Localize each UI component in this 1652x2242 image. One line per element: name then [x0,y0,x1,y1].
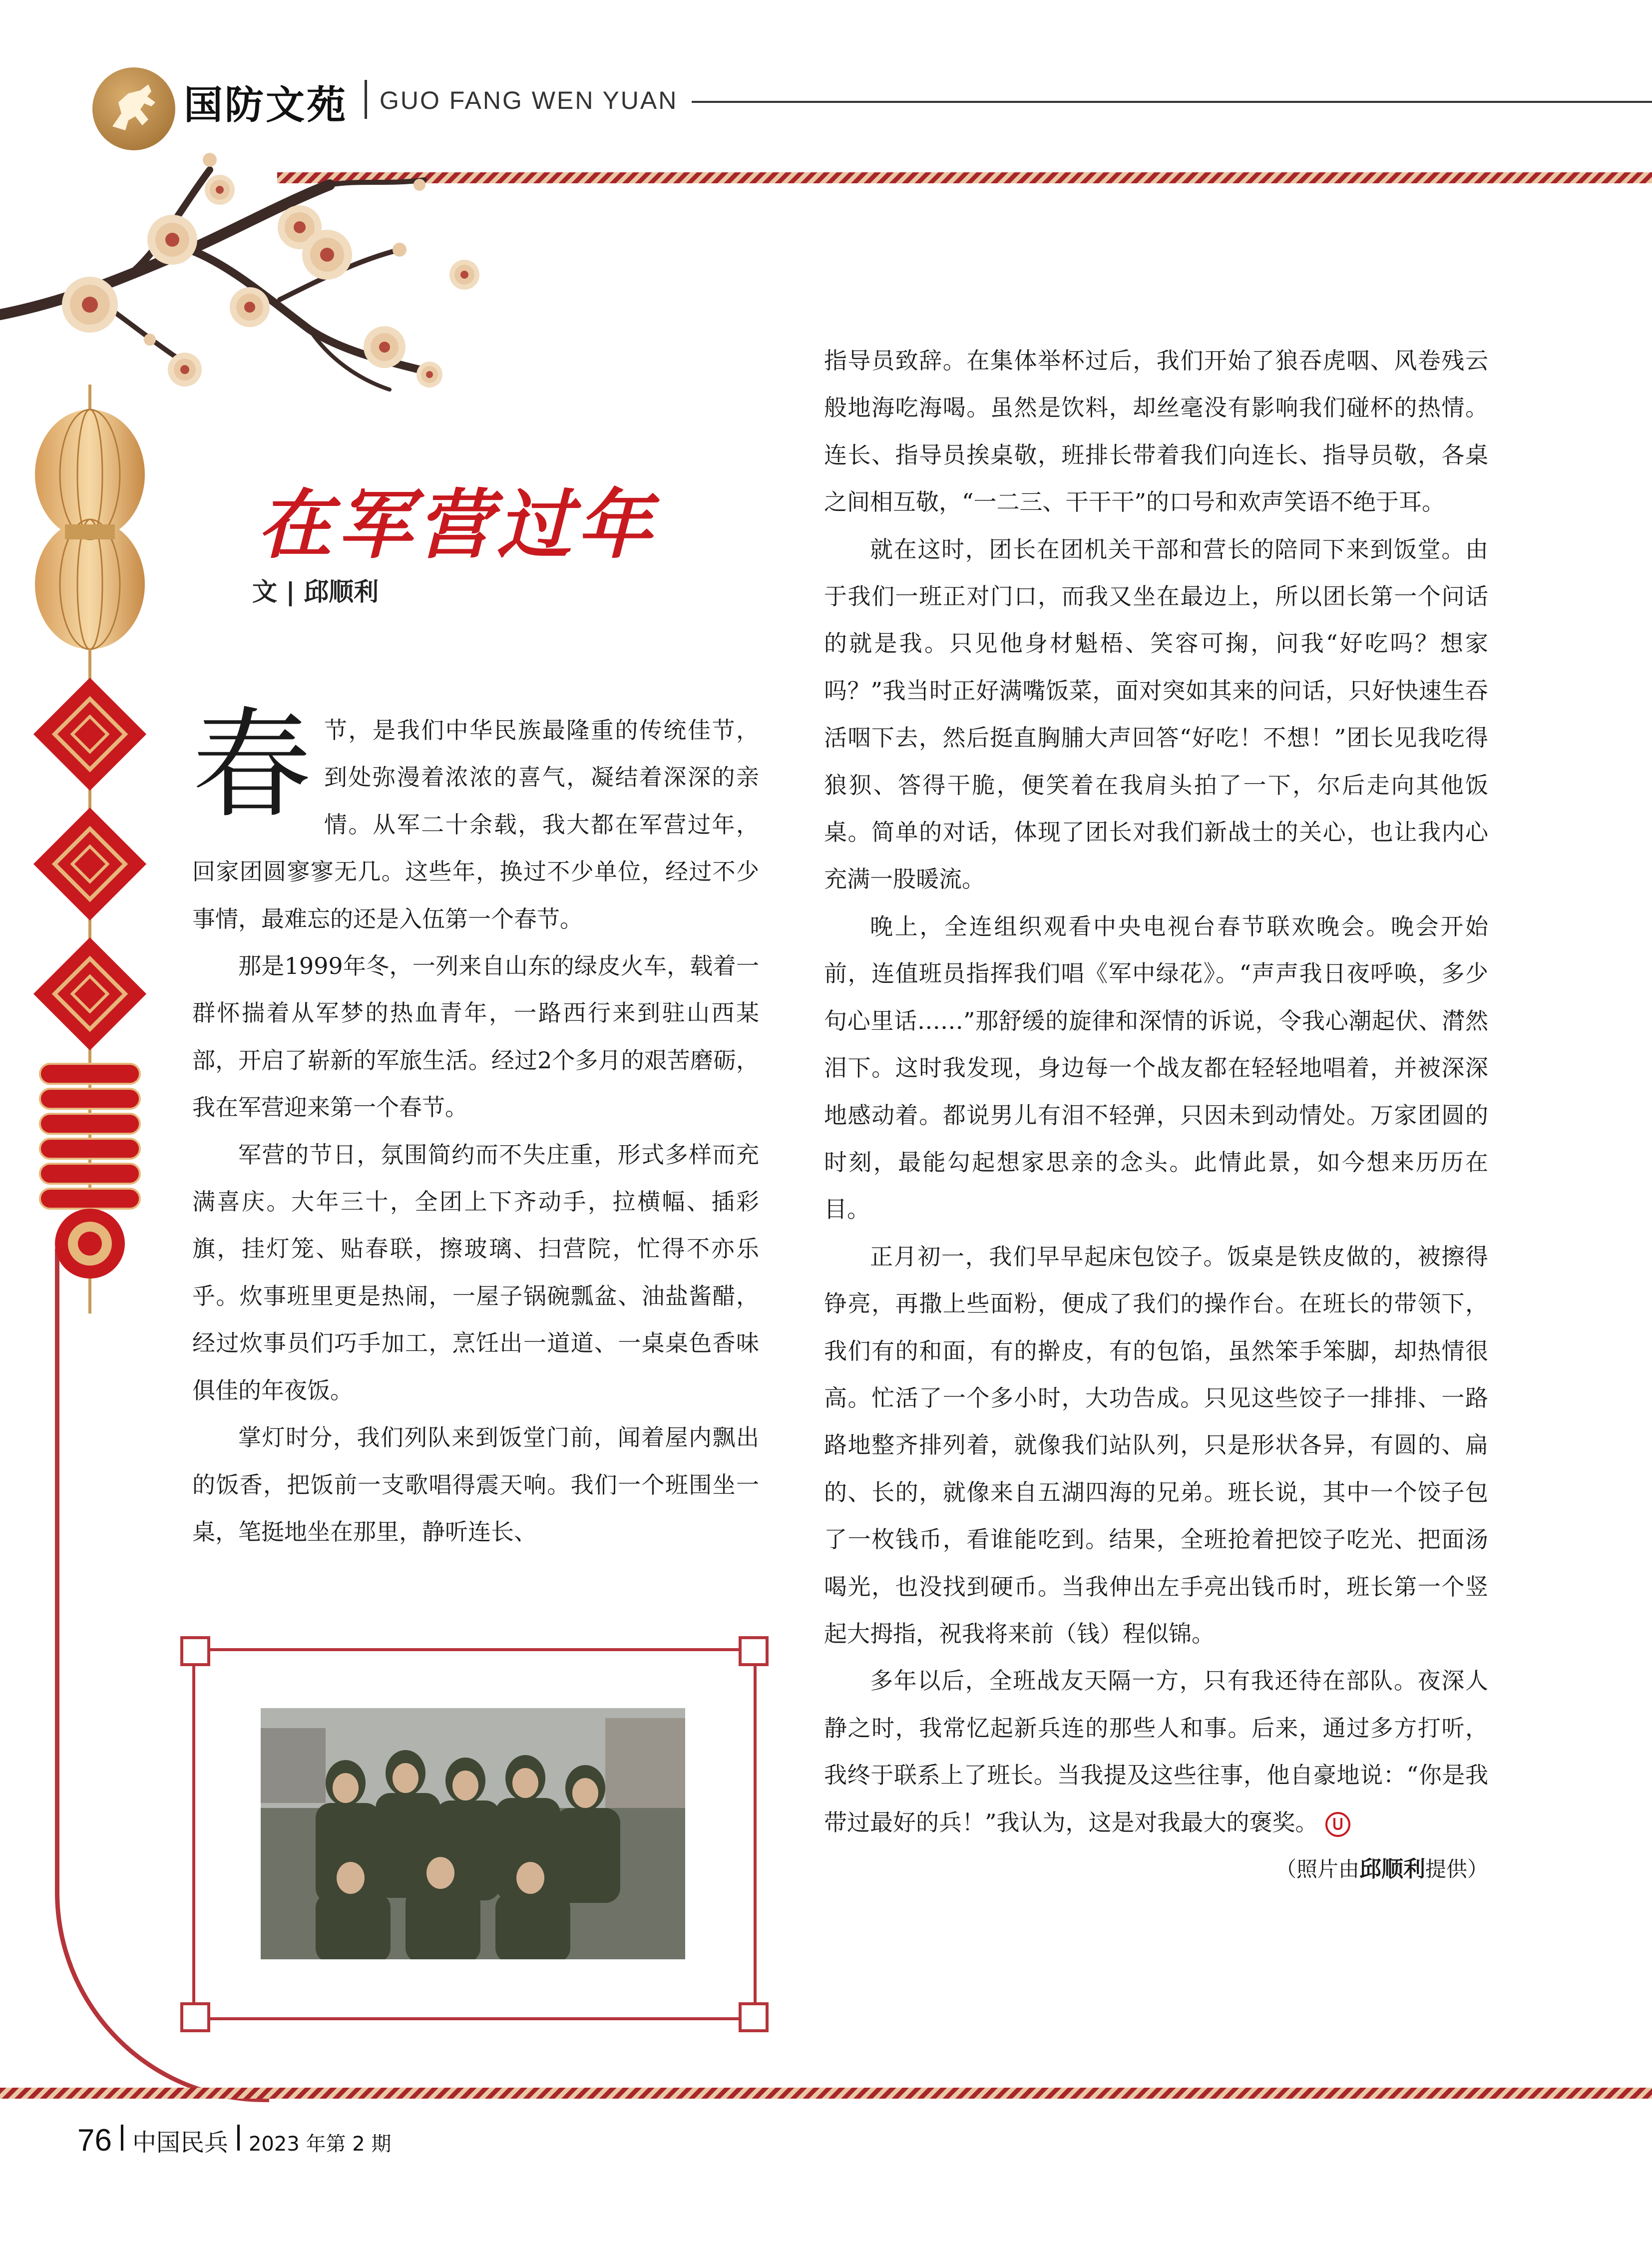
article-title: 在军营过年 [257,481,657,569]
magazine-end-icon [1325,1812,1350,1837]
paragraph-text: 多年以后，全班战友天隔一方，只有我还待在部队。夜深人静之时，我常忆起新兵连的那些人和事。后来，通过多方打听，我终于联系上了班长。当我提及这些往事，他自豪地说：“你是我带过最好的兵！”我认为，这是对我最大的褒奖。 [824,1667,1488,1836]
paragraph: 晚上，全连组织观看中央电视台春节联欢晚会。晚会开始前，连值班员指挥我们唱《军中绿花》。“声声我日夜呼唤，多少句心里话……”那舒缓的旋律和深情的诉说，令我心潮起伏、潸然泪下。这时我发现，身边每一个战友都在轻轻地唱着，并被深深地感动着。都说男儿有泪不轻弹，只因未到动情处。万家团圆的时刻，最能勾起想家思亲的念头。此情此景，如今想来历历在目。 [824,912,1488,1223]
paragraph: 就在这时，团长在团机关干部和营长的陪同下来到饭堂。由于我们一班正对门口，而我又坐在最边上，所以团长第一个问话的就是我。只见他身材魁梧、笑容可掬，问我“好吃吗？想家吗？”我当时正好满嘴饭菜，面对突如其来的问话，只好快速生吞活咽下去，然后挺直胸脯大声回答“好吃！不想！”团长见我吃得狼狈、答得干脆，便笑着在我肩头拍了一下，尔后走向其他饭桌。简单的对话，体现了团长对我们新战士的关心，也让我内心充满一股暖流。 [824,535,1488,893]
paragraph [192,696,759,942]
photo-credit [1230,1846,1488,1893]
paragraph: 军营的节日，氛围简约而不失庄重，形式多样而充满喜庆。大年三十，全团上下齐动手，拉横幅、插彩旗，挂灯笼、贴春联，擦玻璃、扫营院，忙得不亦乐乎。炊事班里更是热闹，一屋子锅碗瓢盆、油盐酱醋，经过炊事员们巧手加工，烹饪出一道道、一桌桌色香味俱佳的年夜饭。 [192,1141,759,1404]
footer-divider [237,2125,240,2151]
issue-label: 2023 年第 2 期 [248,2133,392,2156]
paragraph-text: 节，是我们中华民族最隆重的传统佳节，到处弥漫着浓浓的喜气，凝结着深深的亲情。从军二十余载，我大都在军营过年，回家团圆寥寥无几。这些年，换过不少单位，经过不少事情，最难忘的还是入伍第一个春节。 [192,717,759,932]
paragraph: 那是1999年冬，一列来自山东的绿皮火车，载着一群怀揣着从军梦的热血青年，一路西行来到驻山西某部，开启了崭新的军旅生活。经过2个多月的艰苦磨砺，我在军营迎来第一个春节。 [192,952,759,1121]
golden-lantern-icon [30,385,150,664]
header-divider [365,80,367,119]
photo-credit-prefix: （照片由 [1275,1857,1359,1881]
section-subtitle: GUO FANG WEN YUAN [380,86,678,114]
bottom-decorative-band [0,2088,1652,2099]
frame-corner [180,2002,210,2032]
magazine-name: 中国民兵 [132,2129,228,2157]
frame-corner [739,2002,769,2032]
right-text-column [824,337,1488,1893]
frame-corner [180,1636,210,1666]
paragraph: 指导员致辞。在集体举杯过后，我们开始了狼吞虎咽、风卷残云般地海吃海喝。虽然是饮料，却丝毫没有影响我们碰杯的热情。连长、指导员挨桌敬，班排长带着我们向连长、指导员敬，各桌之间相互敬，“一二三、干干干”的口号和欢声笑语不绝于耳。 [824,347,1488,516]
photo-credit-suffix: 提供） [1425,1857,1488,1881]
horse-emblem-icon [92,67,175,150]
drop-cap: 春 [192,696,311,835]
paragraph: 正月初一，我们早早起床包饺子。饭桌是铁皮做的，被擦得铮亮，再撒上些面粉，便成了我们的操作台。在班长的带领下，我们有的和面，有的擀皮，有的包馅，虽然笨手笨脚，却热情很高。忙活了一个多小时，大功告成。只见这些饺子一排排、一路路地整齐排列着，就像我们站队列，只是形状各异，有圆的、扁的、长的，就像来自五湖四海的兄弟。班长说，其中一个饺子包了一枚钱币，看谁能吃到。结果，全班抢着把饺子吃光、把面汤喝光，也没找到硬币。当我伸出左手亮出钱币时，班长第一个竖起大拇指，祝我将来前（钱）程似锦。 [824,1243,1488,1647]
byline: 文 | 邱顺利 [252,577,379,606]
frame-corner [739,1636,769,1666]
chinese-knot-ornament-icon [20,664,160,1314]
soldiers-group-photo [261,1708,685,1959]
paragraph [824,1657,1488,1882]
photo-credit-name: 邱顺利 [1359,1856,1425,1882]
section-title: 国防文苑 [184,83,348,128]
page-footer [77,2123,391,2158]
page-number: 76 [77,2123,112,2158]
header-rule [692,101,1652,103]
left-text-column [192,696,759,1555]
paragraph: 掌灯时分，我们列队来到饭堂门前，闻着屋内飘出的饭香，把饭前一支歌唱得震天响。我们一个班围坐一桌，笔挺地坐在那里，静听连长、 [192,1424,759,1545]
footer-divider [121,2125,123,2151]
